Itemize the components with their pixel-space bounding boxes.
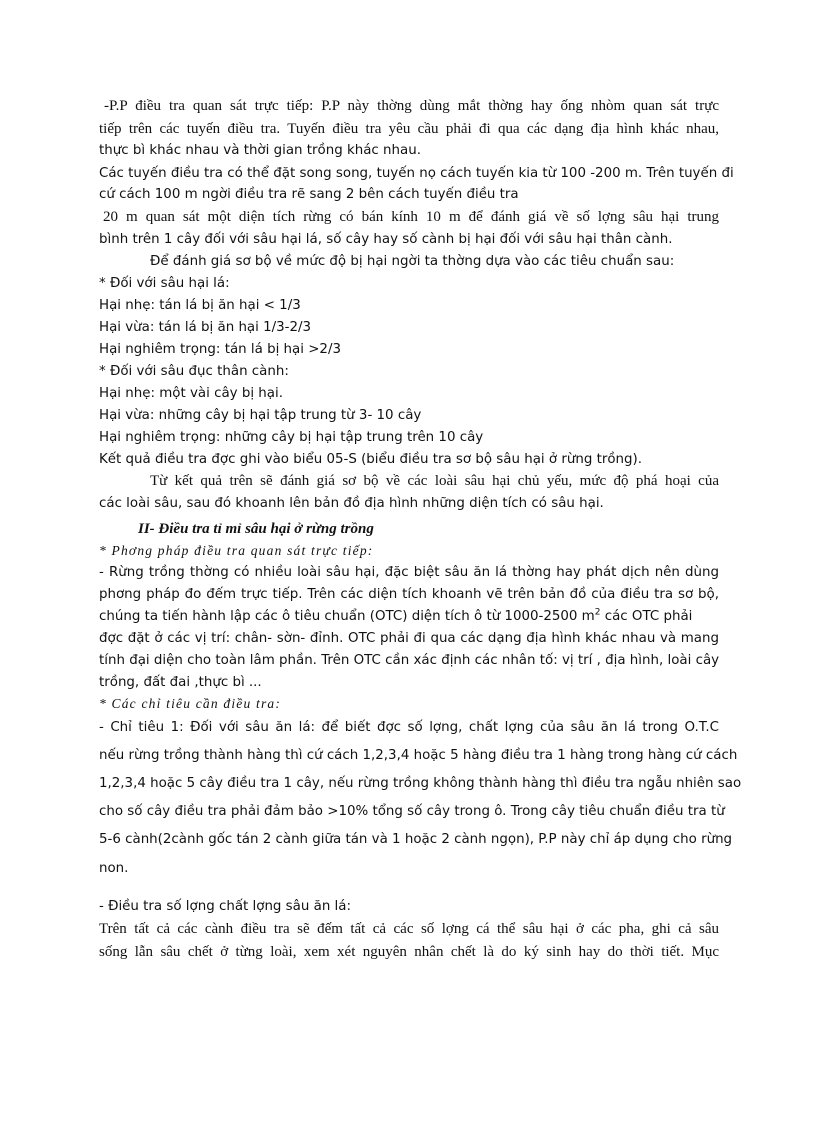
paragraph-line: Hại nhẹ: tán lá bị ăn hại < 1/3 (99, 298, 301, 313)
paragraph-line: Hại nghiêm trọng: những cây bị hại tập trung trên 10 cây (99, 430, 484, 445)
paragraph-line: tính đại diện cho toàn lâm phần. Trên OTC cần xác định các nhân tố: vị trí , địa hình, loài cây (99, 653, 720, 668)
paragraph-line: trồng, đất đai ,thực bì ... (99, 675, 262, 690)
paragraph-line-with-superscript (99, 607, 719, 627)
paragraph-line: nếu rừng trồng thành hàng thì cứ cách 1,2,3,4 hoặc 5 hàng điều tra 1 hàng trong hàng cứ cách (99, 748, 738, 763)
paragraph-line: Để đánh giá sơ bộ về mức độ bị hại ngời ta thờng dựa vào các tiêu chuẩn sau: (150, 254, 675, 269)
paragraph-line: đợc đặt ở các vị trí: chân- sờn- đỉnh. OTC phải đi qua các dạng địa hình khác nhau và mang (99, 631, 719, 646)
paragraph-line: Hại nghiêm trọng: tán lá bị hại >2/3 (99, 342, 341, 357)
paragraph-line: 5-6 cành(2cành gốc tán 2 cành giữa tán và 1 hoặc 2 cành ngọn), P.P này chỉ áp dụng cho rừng (99, 832, 733, 847)
paragraph-line: thực bì khác nhau và thời gian trồng khác nhau. (99, 143, 421, 158)
paragraph-line: bình trên 1 cây đối với sâu hại lá, số cây hay số cành bị hại đối với sâu hại thân cành. (99, 232, 673, 247)
paragraph-line: -P.P điều tra quan sát trực tiếp: P.P này thờng dùng mắt thờng hay ống nhòm quan sát trực (104, 98, 719, 114)
paragraph-line: - Rừng trồng thờng có nhiều loài sâu hại, đặc biệt sâu ăn lá thờng hay phát dịch nên dùng (99, 565, 719, 580)
superscript: 2 (594, 607, 601, 618)
paragraph-line: cứ cách 100 m ngời điều tra rẽ sang 2 bên cách tuyến điều tra (99, 187, 519, 202)
paragraph-line: - Chỉ tiêu 1: Đối với sâu ăn lá: để biết đợc số lợng, chất lợng của sâu ăn lá trong O.T.C (99, 720, 719, 735)
paragraph-line: - Điều tra số lợng chất lợng sâu ăn lá: (99, 899, 351, 914)
paragraph-line: các loài sâu, sau đó khoanh lên bản đồ địa hình những diện tích có sâu hại. (99, 496, 604, 511)
line-text: các OTC phải (600, 609, 693, 624)
paragraph-line: Trên tất cả các cành điều tra sẽ đếm tất cả các số lợng cá thể sâu hại ở các pha, ghi cả sâu (99, 921, 719, 937)
section-heading: II- Điều tra tỉ mỉ sâu hại ở rừng trồng (138, 521, 374, 537)
paragraph-line: Hại vừa: những cây bị hại tập trung từ 3- 10 cây (99, 408, 422, 423)
paragraph-line: Các tuyến điều tra có thể đặt song song, tuyến nọ cách tuyến kia từ 100 -200 m. Trên tuyến đi (99, 166, 734, 181)
paragraph-line: * Đối với sâu hại lá: (99, 276, 230, 291)
paragraph-line: Hại vừa: tán lá bị ăn hại 1/3-2/3 (99, 320, 312, 335)
subheading: * Các chỉ tiêu cần điều tra: (99, 696, 282, 711)
paragraph-line: Từ kết quả trên sẽ đánh giá sơ bộ về các loài sâu hại chủ yếu, mức độ phá hoại của (150, 473, 719, 489)
paragraph-line: * Đối với sâu đục thân cành: (99, 364, 289, 379)
paragraph-line: 20 m quan sát một diện tích rừng có bán kính 10 m để đánh giá về số lợng sâu hại trung (103, 209, 719, 225)
paragraph-line: tiếp trên các tuyến điều tra. Tuyến điều tra yêu cầu phải đi qua các dạng địa hình khác nhau, (99, 121, 719, 137)
paragraph-line: Kết quả điều tra đợc ghi vào biểu 05-S (biểu điều tra sơ bộ sâu hại ở rừng trồng). (99, 452, 642, 467)
subheading: * Phơng pháp điều tra quan sát trực tiếp: (99, 543, 374, 558)
paragraph-line: 1,2,3,4 hoặc 5 cây điều tra 1 cây, nếu rừng trồng không thành hàng thì điều tra ngẫu nhiên sao (99, 776, 742, 791)
paragraph-line: non. (99, 861, 129, 876)
line-text: chúng ta tiến hành lập các ô tiêu chuẩn (OTC) diện tích ô từ 1000-2500 m (99, 609, 595, 624)
paragraph-line: phơng pháp đo đếm trực tiếp. Trên các diện tích khoanh vẽ trên bản đồ của điều tra sơ bộ, (99, 587, 719, 602)
paragraph-line: sống lẫn sâu chết ở từng loài, xem xét nguyên nhân chết là do ký sinh hay do thời tiết. Mục (99, 944, 719, 960)
paragraph-line: Hại nhẹ: một vài cây bị hại. (99, 386, 283, 401)
paragraph-line: cho số cây điều tra phải đảm bảo >10% tổng số cây trong ô. Trong cây tiêu chuẩn điều tra từ (99, 804, 725, 819)
